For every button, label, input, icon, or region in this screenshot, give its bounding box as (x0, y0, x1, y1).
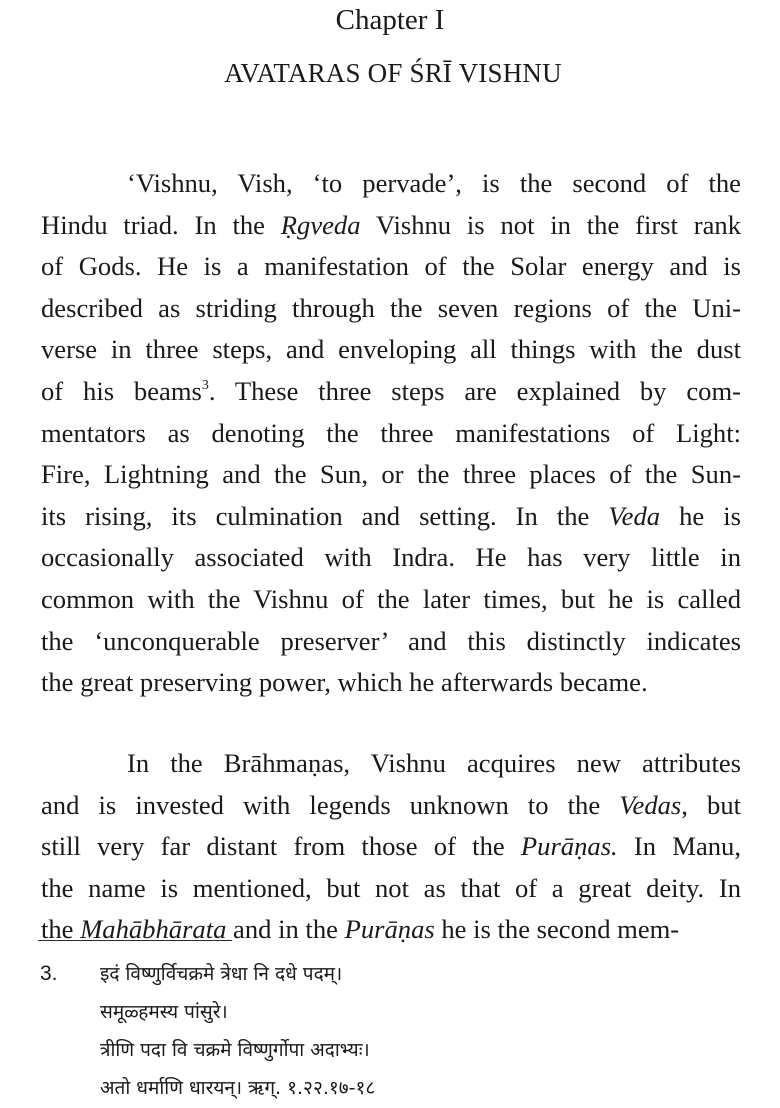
text-line (41, 868, 741, 910)
text-run: Fire, Lightning and the Sun, or the three places of the Sun- (41, 459, 741, 490)
footnote-line: समूळ्हमस्य पांसुरे। (100, 1001, 228, 1023)
chapter-label: Chapter I (335, 4, 445, 36)
text-run: its rising, its culmination and setting. In the (41, 500, 609, 531)
text-run: still very far distant from those of the (41, 831, 521, 862)
text-line (41, 371, 741, 413)
text-run: verse in three steps, and enveloping all things with the dust (41, 334, 741, 365)
text-line (41, 579, 741, 621)
text-line (41, 785, 741, 827)
text-run: In Manu, (617, 831, 741, 862)
text-line (41, 537, 741, 579)
text-line (41, 329, 741, 371)
text-line (41, 621, 741, 663)
text-run: ‘Vishnu, Vish, ‘to pervade’, is the second of the (127, 168, 741, 198)
footnote-divider (38, 940, 232, 941)
footnote-line: अतो धर्माणि धारयन्। ऋग्. १.२२.१७-१८ (100, 1077, 376, 1099)
footnote-line: त्रीणि पदा वि चक्रमे विष्णुर्गोपा अदाभ्यः। (100, 1039, 370, 1061)
text-run: Vishnu is not in the first rank (360, 209, 741, 240)
text-line (41, 288, 741, 330)
text-run: of his beams (41, 375, 202, 406)
text-line (41, 454, 741, 496)
text-run: . These three steps are explained by com- (208, 375, 741, 406)
italic-term: Veda (608, 500, 661, 531)
italic-term: Mahābhārata (80, 914, 227, 945)
footnote-line: इदं विष्णुर्विचक्रमे त्रेधा नि दधे पदम्। (100, 963, 343, 985)
footnote-ref: 3 (201, 377, 209, 393)
text-run: and in the (226, 914, 345, 945)
text-run: the name is mentioned, but not as that of a great deity. In (41, 872, 741, 903)
text-line (41, 246, 741, 288)
italic-term: Purāṇas. (520, 831, 618, 862)
paragraph-1 (41, 163, 741, 704)
text-line (41, 205, 741, 247)
text-run: Hindu triad. In the (41, 209, 281, 240)
text-run: , but (681, 789, 742, 820)
text-line (41, 909, 741, 951)
chapter-title: AVATARAS OF ŚRĪ VISHNU (224, 58, 562, 88)
text-line (41, 826, 741, 868)
text-run: the great preserving power, which he afterwards became. (41, 667, 648, 698)
footnote-text (100, 955, 375, 1107)
text-run: and is invested with legends unknown to the (41, 789, 620, 820)
text-line (41, 413, 741, 455)
text-run: mentators as denoting the three manifestations of Light: (41, 417, 741, 448)
paragraph-2 (41, 743, 741, 951)
text-run: occasionally associated with Indra. He has very little in (41, 542, 741, 573)
text-line (41, 743, 741, 785)
text-run: he is (660, 500, 741, 531)
italic-term: Purāṇas (344, 914, 435, 945)
italic-term: Vedas (619, 789, 682, 820)
text-run: he is the second mem- (434, 914, 680, 945)
text-run: the ‘unconquerable preserver’ and this distinctly indicates (41, 625, 741, 656)
text-line (41, 496, 741, 538)
text-line (41, 662, 741, 704)
text-run: In the Brāhmaṇas, Vishnu acquires new attributes (127, 748, 741, 778)
text-run: of Gods. He is a manifestation of the Solar energy and is (41, 251, 741, 282)
italic-term: Ṛgveda (280, 209, 361, 240)
footnote-number: 3. (40, 962, 58, 985)
text-run: common with the Vishnu of the later times, but he is called (41, 583, 741, 614)
text-run: the (41, 914, 81, 945)
text-line (41, 163, 741, 205)
text-run: described as striding through the seven regions of the Uni- (41, 292, 741, 323)
